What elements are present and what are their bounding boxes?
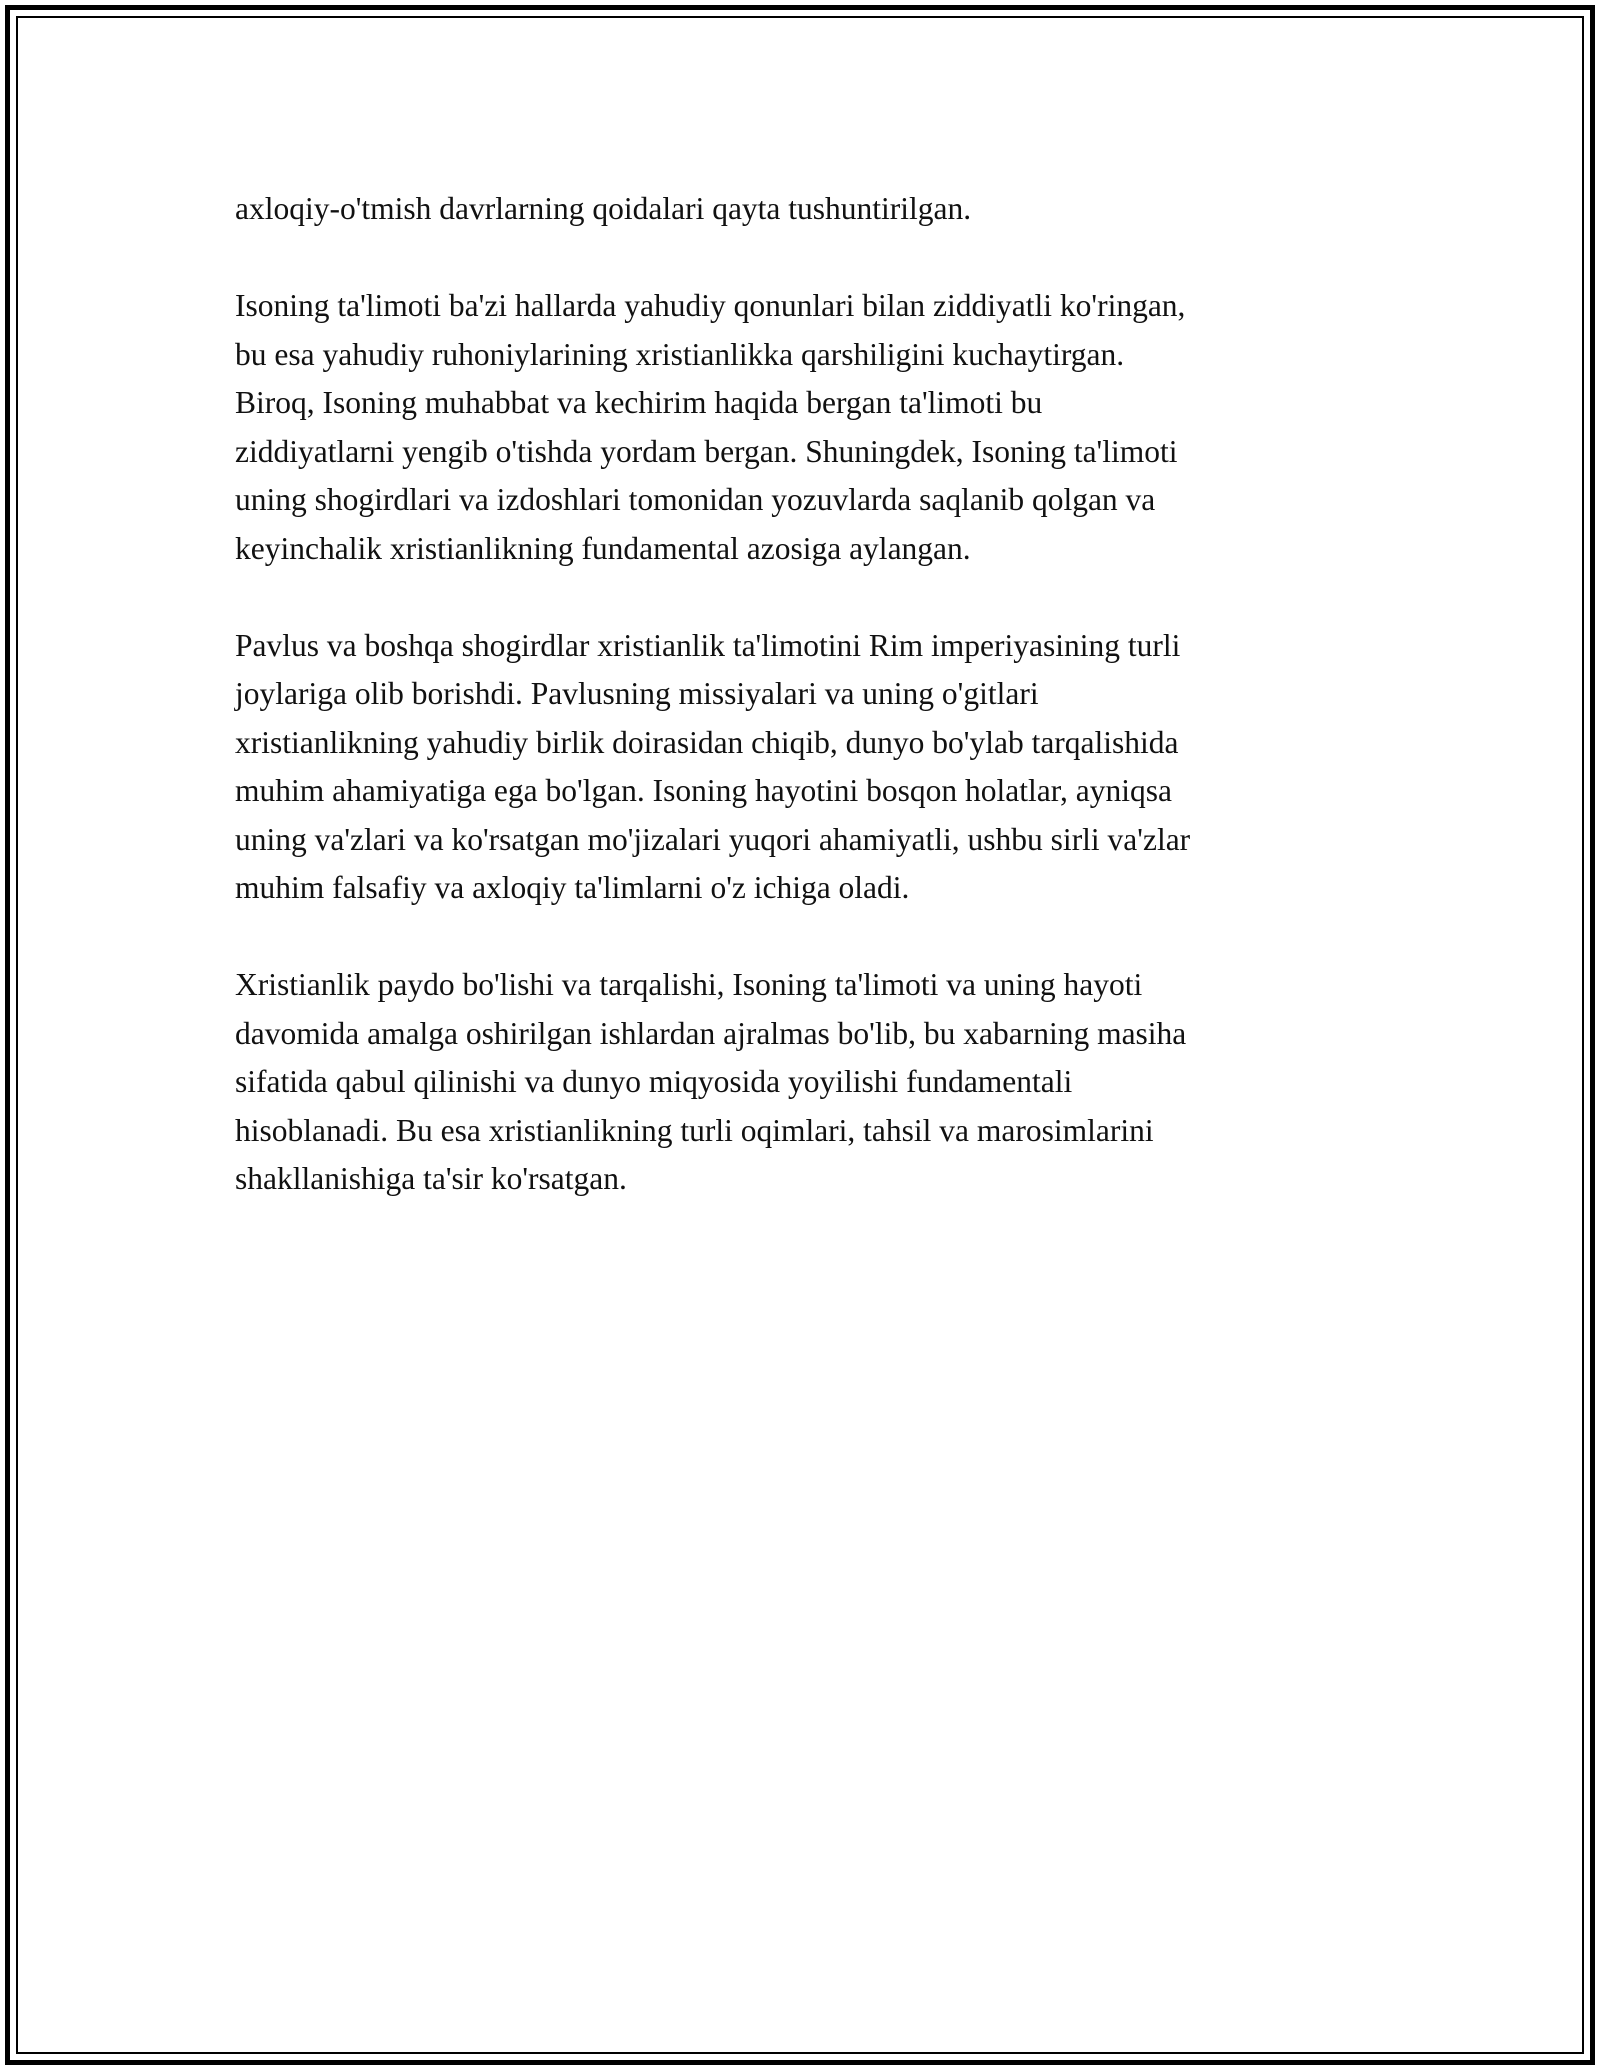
paragraph-3: Pavlus va boshqa shogirdlar xristianlik ta'limotini Rim imperiyasining turli joylariga olib borishdi. Pavlusning missiyalari va uning o'gitlari xristianlikning yahudiy birlik doirasidan chiqib, dunyo bo'ylab tarqalishida muhim ahamiyatiga ega bo'lgan. Isoning hayotini bosqon holatlar, ayniqsa uning va'zlari va ko'rsatgan mo'jizalari yuqori ahamiyatli, ushbu sirli va'zlar muhim falsafiy va axloqiy ta'limlarni o'z ichiga oladi. <box>235 627 1191 905</box>
page-body <box>235 185 1370 1252</box>
paragraph-1: axloqiy-o'tmish davrlarning qoidalari qayta tushuntirilgan. <box>235 191 972 226</box>
paragraph-4: Xristianlik paydo bo'lishi va tarqalishi, Isoning ta'limoti va uning hayoti davomida amalga oshirilgan ishlardan ajralmas bo'lib, bu xabarning masiha sifatida qabul qilinishi va dunyo miqyosida yoyilishi fundamentali hisoblanadi. Bu esa xristianlikning turli oqimlari, tahsil va marosimlarini shakllanishiga ta'sir ko'rsatgan. <box>235 967 1187 1196</box>
paragraph-2: Isoning ta'limoti ba'zi hallarda yahudiy qonunlari bilan ziddiyatli ko'ringan, bu esa yahudiy ruhoniylarining xristianlikka qarshiligini kuchaytirgan. Biroq, Isoning muhabbat va kechirim haqida bergan ta'limoti bu ziddiyatlarni yengib o'tishda yordam bergan. Shuningdek, Isoning ta'limoti uning shogirdlari va izdoshlari tomonidan yozuvlarda saqlanib qolgan va keyinchalik xristianlikning fundamental azosiga aylangan. <box>235 288 1186 566</box>
